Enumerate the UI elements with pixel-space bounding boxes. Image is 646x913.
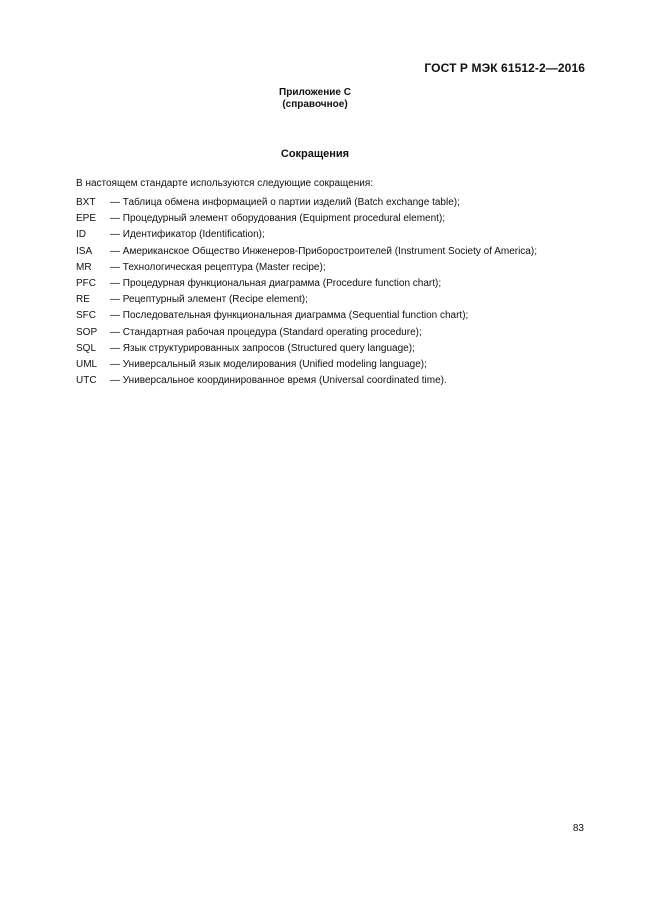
abbreviation: BXT	[76, 197, 96, 208]
abbreviation-description: — Процедурная функциональная диаграмма (Procedure function chart);	[110, 277, 442, 289]
list-item	[76, 357, 576, 373]
abbreviation: SOP	[76, 326, 98, 338]
list-item	[76, 211, 576, 227]
appendix-subtitle: (справочное)	[282, 99, 348, 110]
abbreviation: SQL	[76, 342, 97, 354]
abbreviation-description: — Американское Общество Инженеров-Приборостроителей (Instrument Society of America);	[110, 245, 537, 257]
abbreviation: ISA	[76, 245, 93, 257]
intro-text: В настоящем стандарте используются следующие сокращения:	[76, 178, 374, 189]
page-number: 83	[572, 823, 584, 834]
abbreviation-description: — Рецептурный элемент (Recipe element);	[110, 294, 308, 306]
abbreviation-description: — Таблица обмена информацией о партии изделий (Batch exchange table);	[110, 197, 460, 208]
abbreviation-list	[76, 195, 576, 389]
list-item	[76, 341, 576, 357]
list-item	[76, 325, 576, 341]
abbreviation-description: — Идентификатор (Identification);	[110, 229, 265, 241]
abbreviation-description: — Процедурный элемент оборудования (Equipment procedural element);	[110, 213, 446, 225]
abbreviation-description: — Технологическая рецептура (Master recipe);	[110, 261, 326, 273]
abbreviation-description: — Стандартная рабочая процедура (Standard operating procedure);	[110, 326, 422, 338]
list-item	[76, 373, 576, 389]
abbreviation-description: — Язык структурированных запросов (Structured query language);	[110, 342, 415, 354]
abbreviation: SFC	[76, 310, 96, 322]
abbreviation: PFC	[76, 277, 96, 289]
abbreviation: UML	[76, 358, 98, 370]
abbreviation-description: — Универсальный язык моделирования (Unified modeling language);	[110, 358, 427, 370]
list-item	[76, 260, 576, 276]
list-item	[76, 244, 576, 260]
list-item	[76, 292, 576, 308]
list-item	[76, 276, 576, 292]
abbreviation-description: — Универсальное координированное время (Universal coordinated time).	[110, 375, 447, 387]
abbreviation: UTC	[76, 375, 97, 387]
section-title: Сокращения	[280, 148, 350, 160]
list-item	[76, 308, 576, 324]
list-item	[76, 195, 576, 211]
abbreviation-description: — Последовательная функциональная диаграмма (Sequential function chart);	[110, 310, 469, 322]
abbreviation: ID	[76, 229, 86, 241]
abbreviation: EPE	[76, 213, 97, 225]
list-item	[76, 227, 576, 243]
abbreviation: RE	[76, 294, 90, 306]
document-code: ГОСТ Р МЭК 61512-2—2016	[424, 61, 585, 75]
abbreviation: MR	[76, 261, 92, 273]
appendix-heading	[0, 87, 630, 111]
appendix-title: Приложение С	[279, 87, 351, 98]
